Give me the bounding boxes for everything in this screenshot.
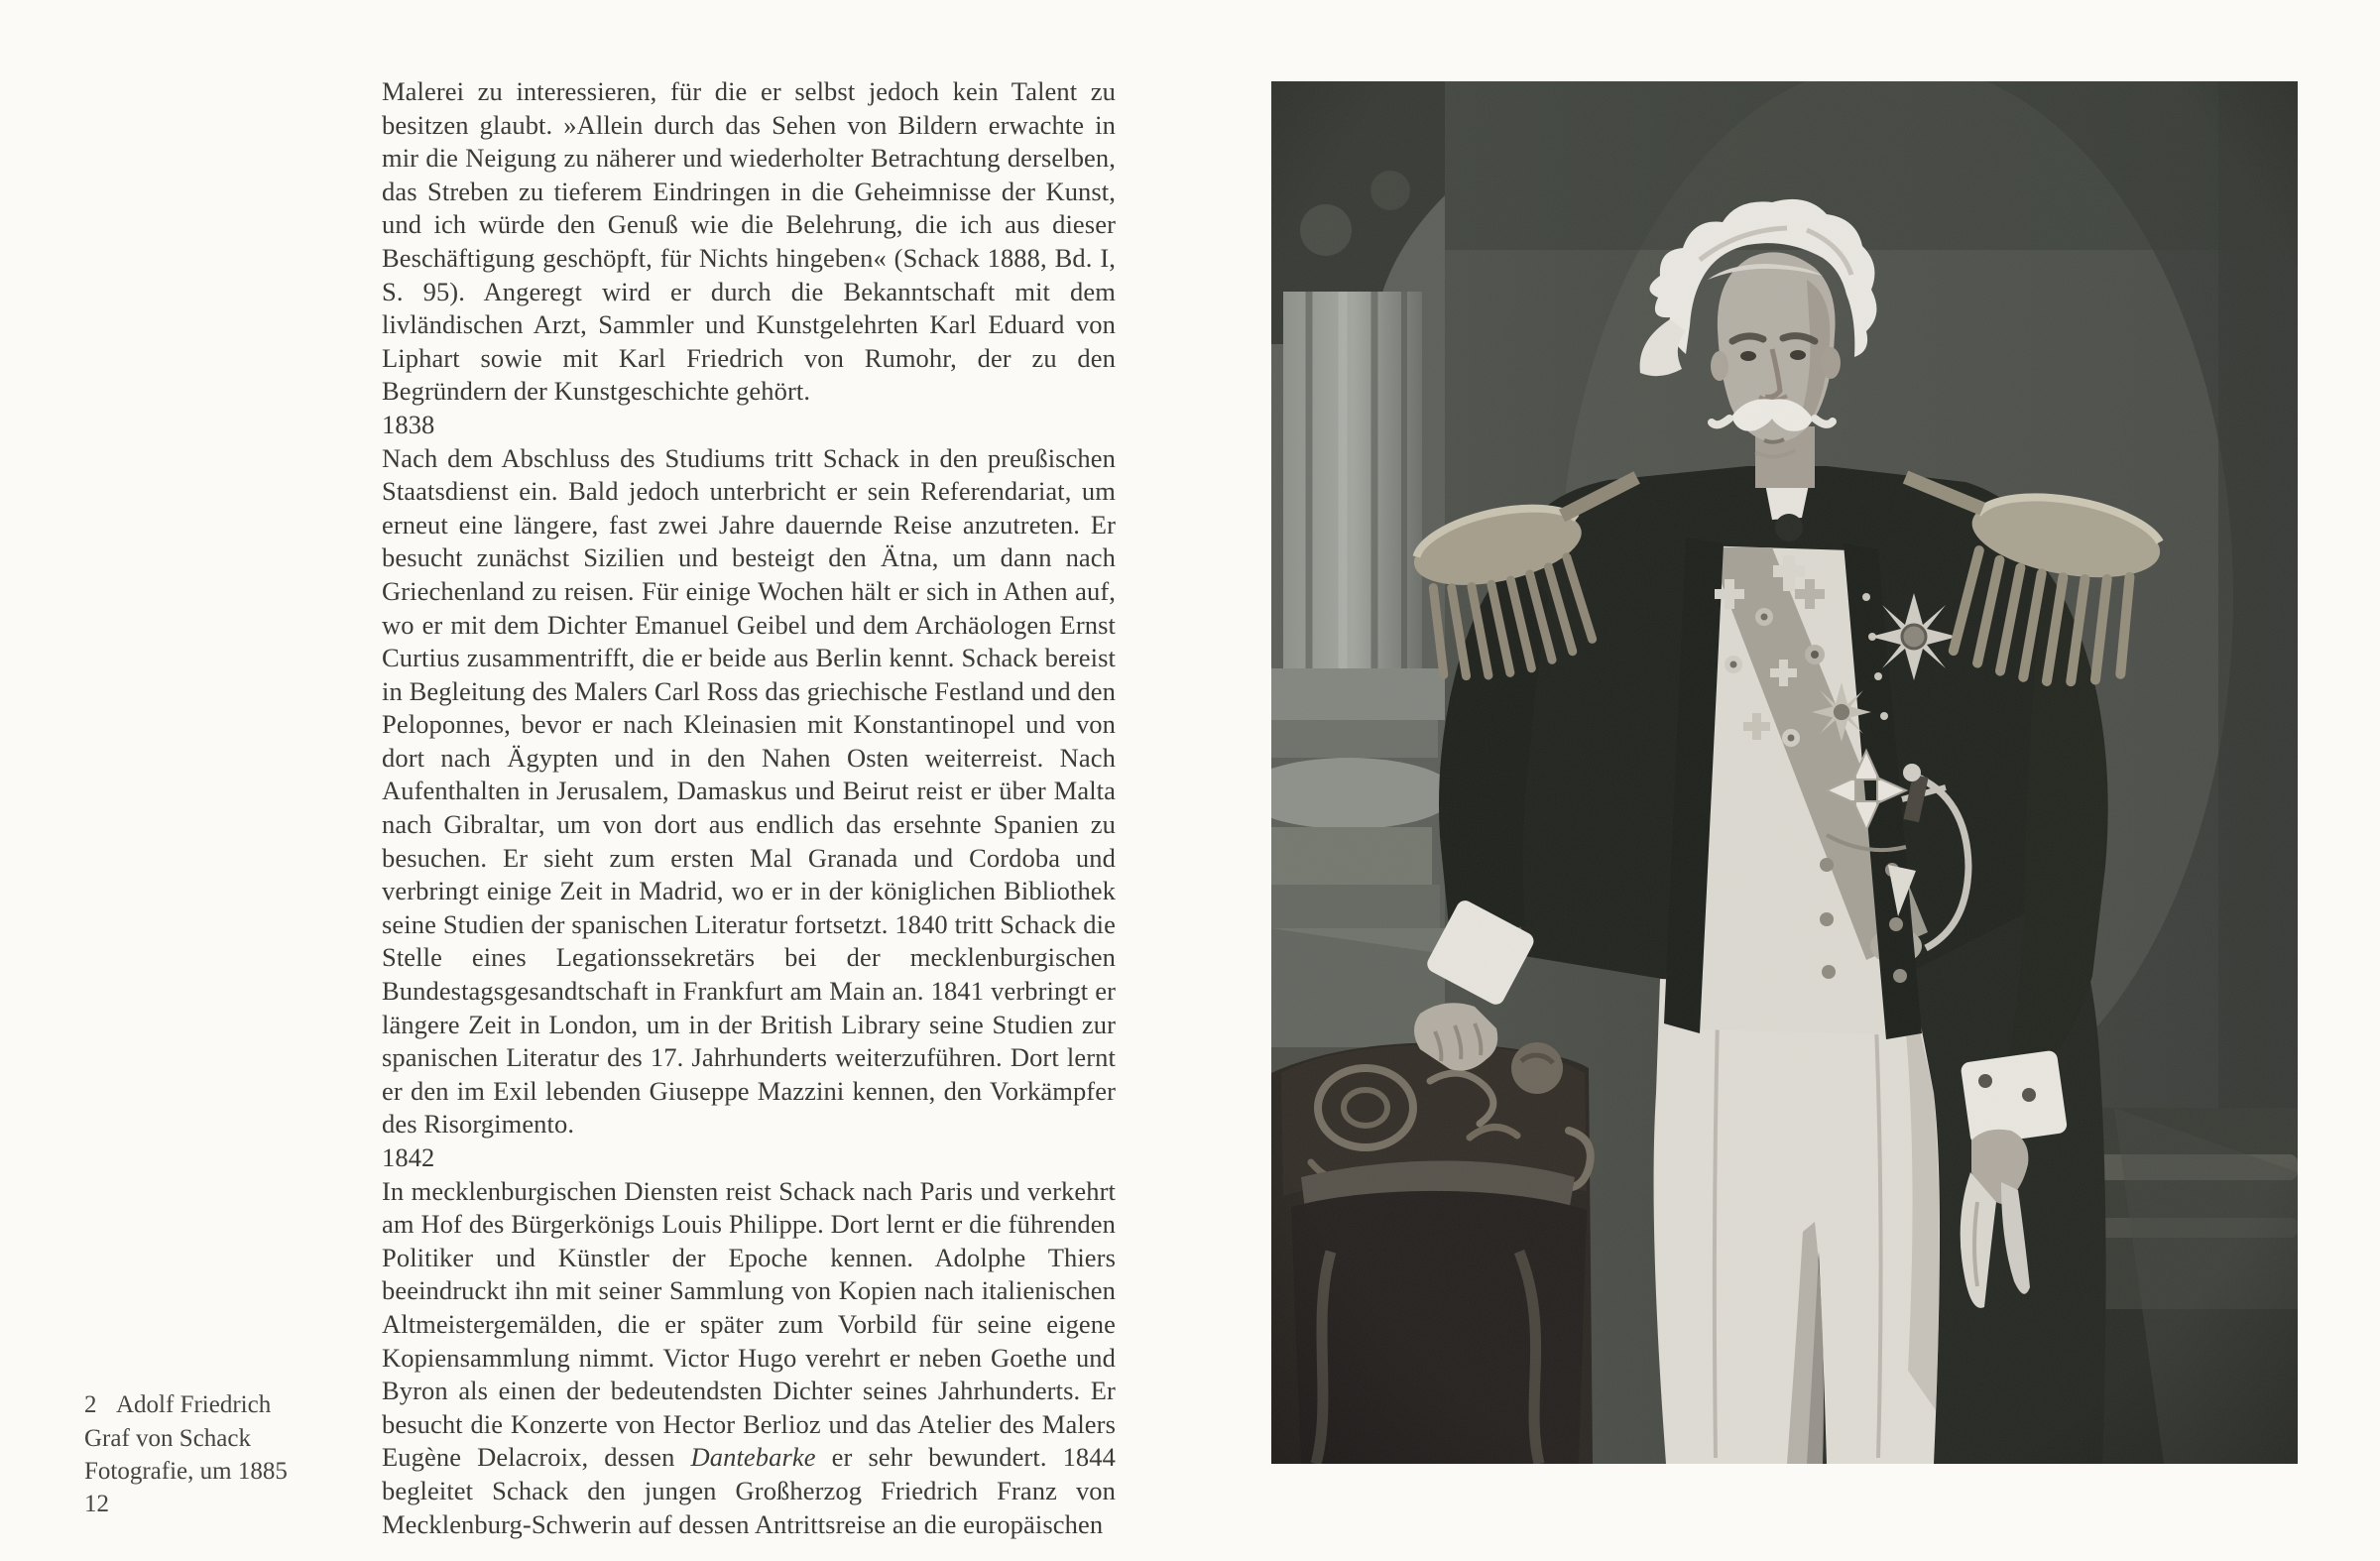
text-column — [382, 75, 1116, 1541]
page-number: 12 — [84, 1491, 109, 1517]
section-paragraph-1838: Nach dem Abschluss des Studiums tritt Schack in den preußischen Staatsdienst ein. Bald jedoch unterbricht er sein Referendariat, um erneut eine längere, fast zwei Jahre dauernde Reise anzutreten. Er besucht zunächst Sizilien und besteigt den Ätna, um dann nach Griechenland zu reisen. Für einige Wochen hält er sich in Athen auf, wo er mit dem Dichter Emanuel Geibel und dem Archäologen Ernst Curtius zusammentrifft, die er beide aus Berlin kennt. Schack bereist in Begleitung des Malers Carl Ross das griechische Festland und den Peloponnes, bevor er nach Kleinasien mit Konstantinopel und von dort nach Ägypten und in den Nahen Osten weiterreist. Nach Aufenthalten in Jerusalem, Damaskus und Beirut reist er über Malta nach Gibraltar, um von dort aus endlich das ersehnte Spanien zu besuchen. Er sieht zum ersten Mal Granada und Cordoba und verbringt einige Zeit in Madrid, wo er in der königlichen Bibliothek seine Studien der spanischen Literatur fortsetzt. 1840 tritt Schack die Stelle eines Legationssekretärs bei der mecklenburgischen Bundestagsgesandtschaft in Frankfurt am Main an. 1841 verbringt er längere Zeit in London, um in der British Library seine Studien zur spanischen Literatur des 17. Jahrhunderts weiterzuführen. Dort lernt er den im Exil lebenden Giuseppe Mazzini kennen, den Vorkämpfer des Risorgimento. — [382, 442, 1116, 1140]
paragraph-1842-after: er sehr bewundert. 1844 begleitet Schack den jungen Großherzog Friedrich Franz von Mecklenburg-Schwerin auf dessen Antrittsreise an die europäischen — [382, 1442, 1116, 1539]
caption-index: 2 — [84, 1391, 97, 1418]
section-heading-1838: 1838 — [382, 409, 435, 439]
portrait-illustration — [1271, 81, 2298, 1464]
section-heading-1842: 1842 — [382, 1142, 435, 1172]
caption-line-2: Graf von Schack — [84, 1424, 251, 1452]
portrait-photo — [1271, 81, 2298, 1464]
caption-line-1 — [84, 1388, 288, 1422]
figure-caption — [84, 1388, 288, 1489]
caption-line-3: Fotografie, um 1885 — [84, 1458, 288, 1485]
caption-text-1: Adolf Friedrich — [116, 1391, 272, 1418]
paragraph-1842-before: In mecklenburgischen Diensten reist Schack nach Paris und verkehrt am Hof des Bürgerkönigs Louis Philippe. Dort lernt er die führenden Politiker und Künstler der Epoche kennen. Adolphe Thiers beeindruckt ihn mit seiner Sammlung von Kopien nach italienischen Altmeistergemälden, die er später zum Vorbild für seine eigene Kopiensammlung nimmt. Victor Hugo verehrt er neben Goethe und Byron als einen der bedeutendsten Dichter seines Jahrhunderts. Er besucht die Konzerte von Hector Berlioz und das Atelier des Malers Eugène Delacroix, dessen — [382, 1175, 1116, 1473]
work-title-italic: Dantebarke — [690, 1442, 816, 1473]
film-grain — [1271, 81, 2298, 1464]
intro-paragraph: Malerei zu interessieren, für die er selbst jedoch kein Talent zu besitzen glaubt. »Allein durch das Sehen von Bildern erwachte in mir die Neigung zu näherer und wiederholter Betrachtung derselben, das Streben zu tieferem Eindringen in die Geheimnisse der Kunst, und ich würde den Genuß wie die Belehrung, die ich aus dieser Beschäftigung geschöpft, für Nichts hingeben« (Schack 1888, Bd. I, S. 95). Angeregt wird er durch die Bekanntschaft mit dem livländischen Arzt, Sammler und Kunstgelehrten Karl Eduard von Liphart sowie mit Karl Friedrich von Rumohr, der zu den Begründern der Kunstgeschichte gehört. — [382, 76, 1116, 407]
section-paragraph-1842 — [382, 1175, 1116, 1542]
